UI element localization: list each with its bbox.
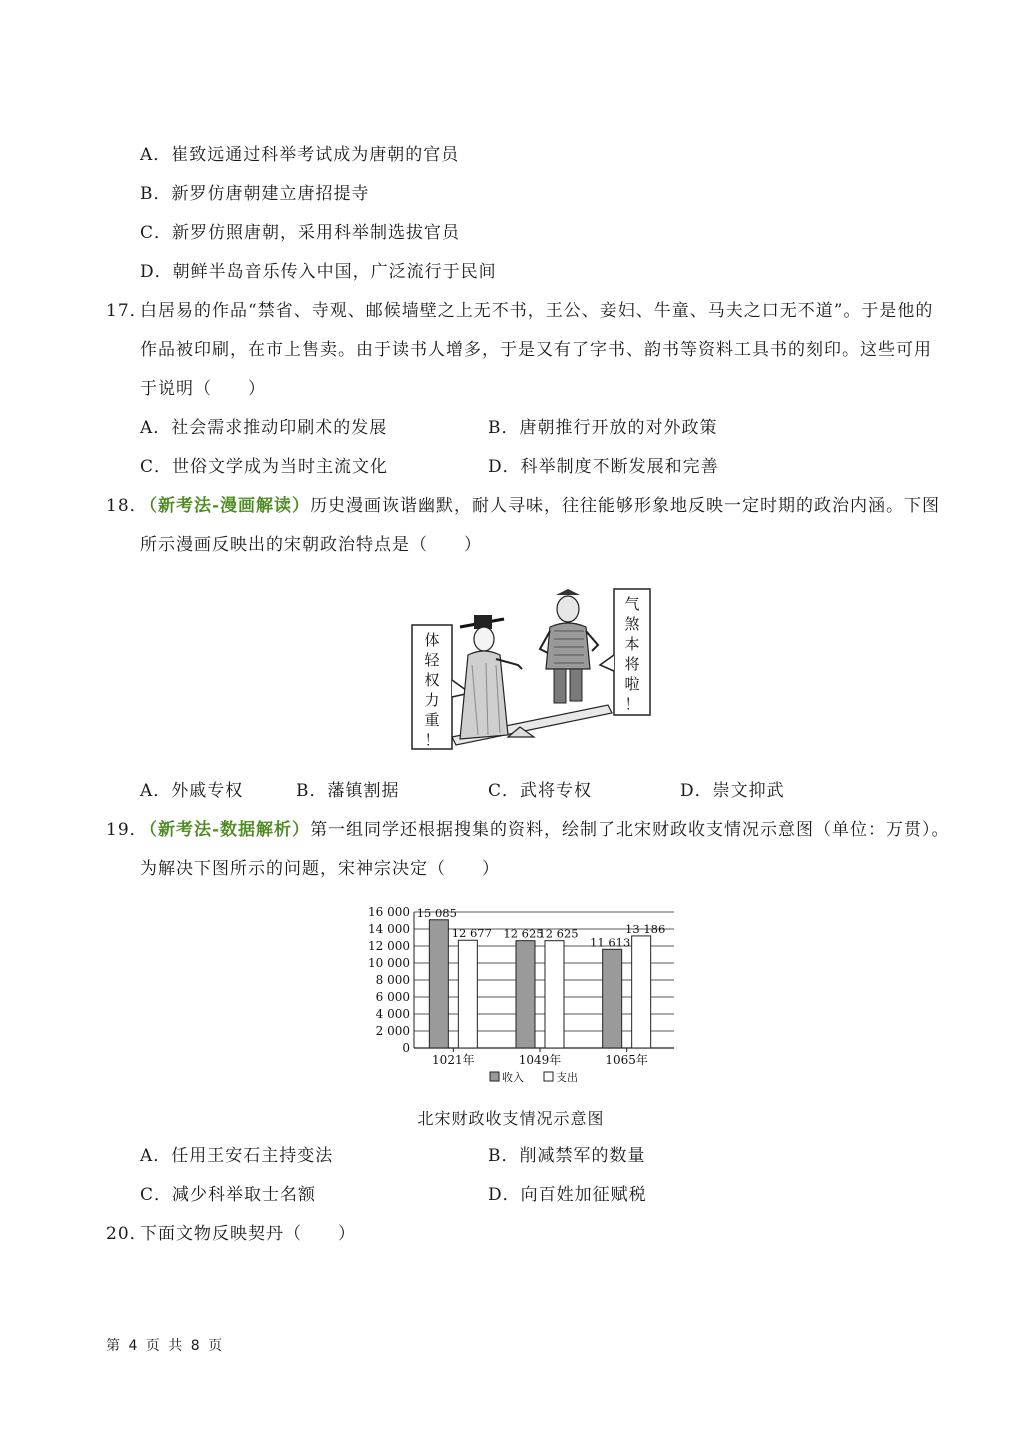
q19-tag: （新考法-数据解析） <box>140 820 311 840</box>
legend-swatch <box>544 1072 553 1081</box>
bubble-right-char: 将 <box>624 655 640 673</box>
bubble-left-char: 力 <box>424 691 440 709</box>
bar-expense <box>545 941 564 1048</box>
q20-number: 20． <box>106 1224 148 1244</box>
q19-stem-line1 <box>140 819 950 841</box>
y-tick-label: 14 000 <box>368 922 410 936</box>
q17-option-a: A．社会需求推动印刷术的发展 <box>140 418 388 438</box>
q19-option-d: D．向百姓加征赋税 <box>488 1185 647 1205</box>
q19-option-a: A．任用王安石主持变法 <box>140 1146 334 1166</box>
bubble-right-char: 气 <box>624 595 640 613</box>
bubble-right-char: ！ <box>624 695 640 713</box>
data-label: 15 085 <box>416 905 457 920</box>
data-label: 11 613 <box>590 935 631 950</box>
bubble-left-char: 权 <box>424 671 440 689</box>
bubble-left-char: 轻 <box>424 651 440 669</box>
bar-income <box>429 920 448 1048</box>
x-tick-label: 1021年 <box>432 1053 475 1067</box>
bar-expense <box>458 940 477 1048</box>
y-tick-label: 12 000 <box>368 939 410 953</box>
bar-income <box>516 941 535 1048</box>
cartoon-illustration <box>408 585 654 755</box>
q18-option-d: D．崇文抑武 <box>680 781 785 801</box>
q16-option-a: A．崔致远通过科举考试成为唐朝的官员 <box>140 145 460 165</box>
q18-option-b: B．藩镇割据 <box>296 781 400 801</box>
q18-number: 18． <box>106 496 148 516</box>
chart-caption: 北宋财政收支情况示意图 <box>417 1109 605 1128</box>
legend-swatch <box>490 1072 499 1081</box>
y-tick-label: 16 000 <box>368 905 410 919</box>
y-tick-label: 2 000 <box>375 1024 410 1038</box>
x-tick-label: 1049年 <box>518 1053 562 1067</box>
x-tick-label: 1065年 <box>605 1053 648 1067</box>
q18-stem-line1 <box>140 495 940 517</box>
general-figure <box>540 589 598 703</box>
q18-tag: （新考法-漫画解读） <box>140 496 311 516</box>
q17-option-b: B．唐朝推行开放的对外政策 <box>488 418 718 438</box>
y-tick-label: 6 000 <box>375 990 410 1004</box>
q17-option-d: D．科举制度不断发展和完善 <box>488 457 719 477</box>
data-label: 13 186 <box>625 921 666 936</box>
finance-bar-chart <box>360 898 690 1088</box>
legend-label: 支出 <box>556 1071 578 1084</box>
y-tick-label: 0 <box>402 1041 410 1055</box>
data-label: 12 677 <box>451 926 492 941</box>
y-tick-label: 4 000 <box>375 1007 410 1021</box>
q19-number: 19． <box>106 820 148 840</box>
q18-stem-line2: 所示漫画反映出的宋朝政治特点是（ ） <box>140 535 482 555</box>
q19-stem-line2: 为解决下图所示的问题，宋神宗决定（ ） <box>140 859 500 879</box>
page-footer: 第 4 页 共 8 页 <box>106 1338 225 1354</box>
q18-stem-text: 历史漫画诙谐幽默，耐人寻味，往往能够形象地反映一定时期的政治内涵。下图 <box>310 496 941 516</box>
bubble-left-char: 体 <box>424 631 440 649</box>
q19-option-c: C．减少科举取士名额 <box>140 1185 317 1205</box>
q17-stem-line2: 作品被印刷，在市上售卖。由于读书人增多，于是又有了字书、韵书等资料工具书的刻印。这些可用 <box>140 340 932 360</box>
q17-stem-line1: 白居易的作品“禁省、寺观、邮候墙壁之上无不书，王公、妾妇、牛童、马夫之口无不道”。于是他的 <box>140 301 934 321</box>
q18-option-c: C．武将专权 <box>488 781 593 801</box>
q19-option-b: B．削减禁军的数量 <box>488 1146 646 1166</box>
data-label: 12 625 <box>503 926 544 941</box>
q17-number: 17． <box>106 301 148 321</box>
bar-expense <box>632 936 651 1048</box>
bar-income <box>603 949 622 1048</box>
bubble-left-char: ！ <box>424 731 440 749</box>
q17-option-c: C．世俗文学成为当时主流文化 <box>140 457 389 477</box>
q16-option-b: B．新罗仿唐朝建立唐招提寺 <box>140 184 370 204</box>
legend-label: 收入 <box>502 1071 524 1084</box>
data-label: 12 625 <box>538 926 579 941</box>
q16-option-c: C．新罗仿照唐朝，采用科举制选拔官员 <box>140 223 461 243</box>
q20-stem-line1: 下面文物反映契丹（ ） <box>140 1224 356 1244</box>
q18-option-a: A．外戚专权 <box>140 781 244 801</box>
bubble-right-char: 本 <box>624 635 640 653</box>
bubble-right-char: 啦 <box>624 675 640 693</box>
civil-official-figure <box>460 615 522 739</box>
q19-stem-text: 第一组同学还根据搜集的资料，绘制了北宋财政收支情况示意图（单位：万贯）。 <box>310 820 950 840</box>
q16-option-d: D．朝鲜半岛音乐传入中国，广泛流行于民间 <box>140 262 497 282</box>
y-tick-label: 8 000 <box>375 973 410 987</box>
bubble-right-char: 煞 <box>624 615 640 633</box>
bubble-left-char: 重 <box>424 711 440 729</box>
q17-stem-line3: 于说明（ ） <box>140 379 266 399</box>
y-tick-label: 10 000 <box>368 956 410 970</box>
